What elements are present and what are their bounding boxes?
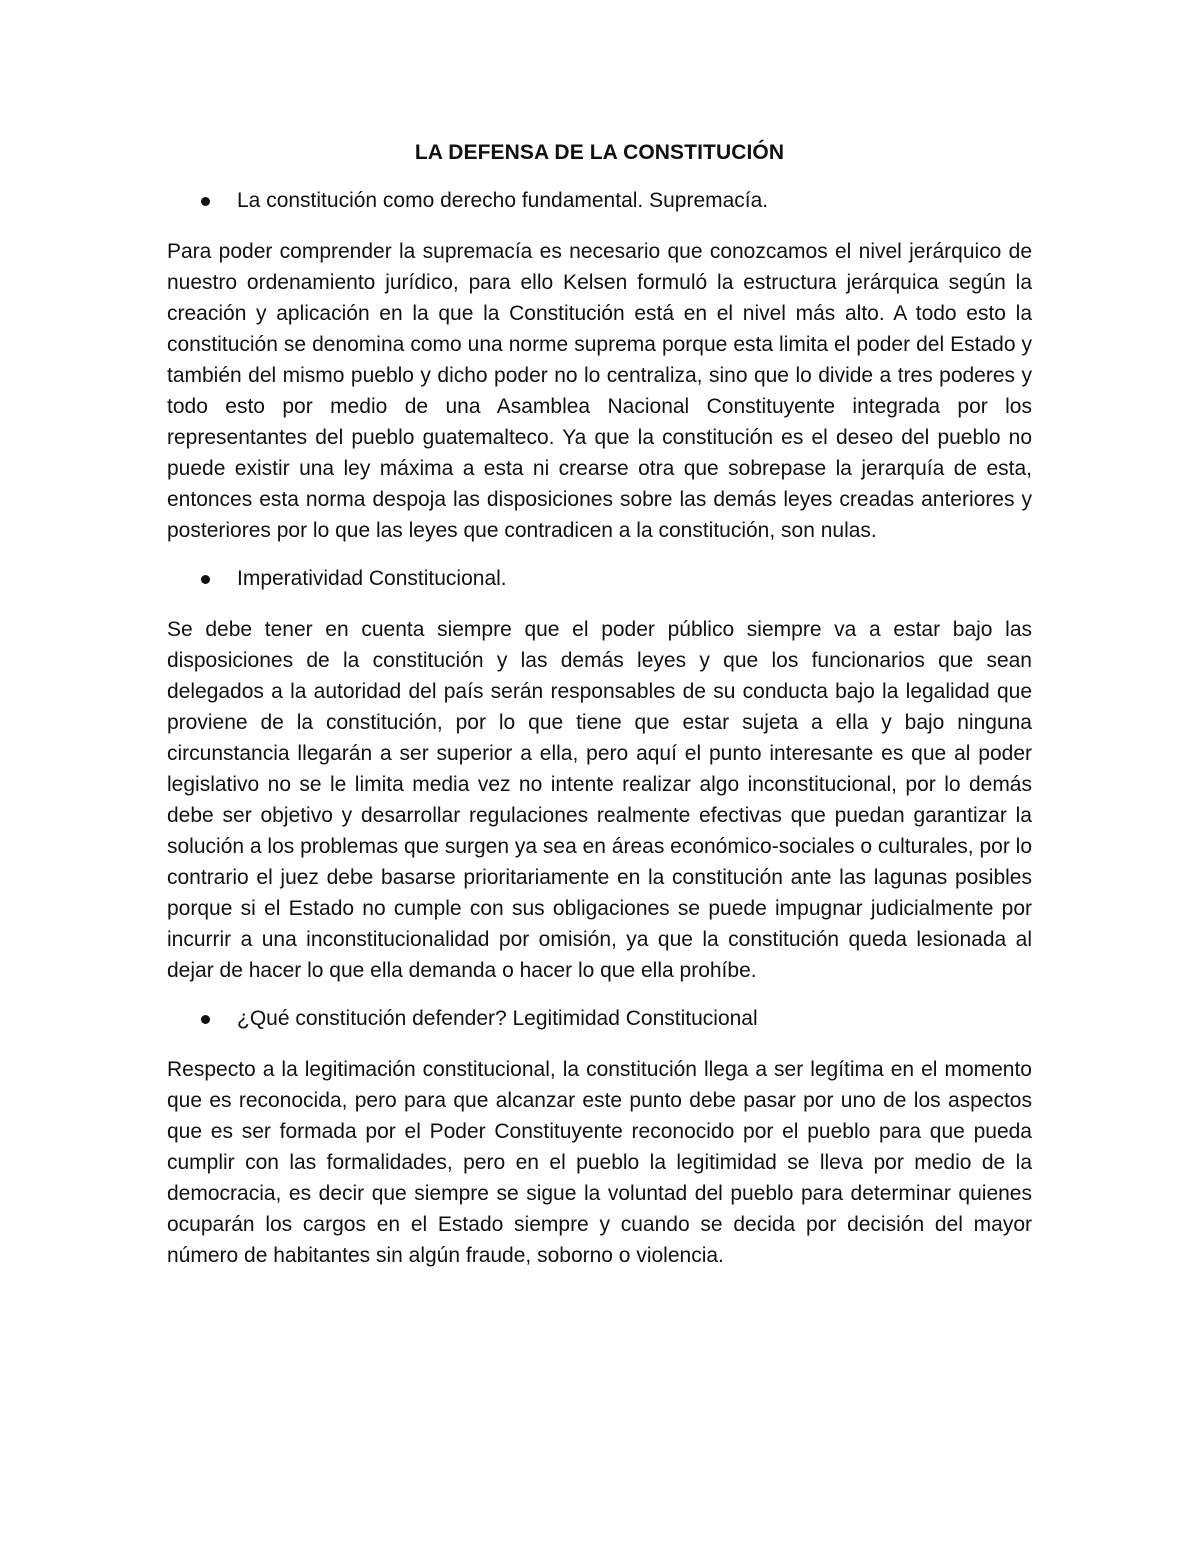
section-heading-text: Imperatividad Constitucional. xyxy=(237,567,507,590)
document-title: LA DEFENSA DE LA CONSTITUCIÓN xyxy=(414,141,785,164)
section-heading-imperatividad xyxy=(167,564,1032,594)
bullet-icon xyxy=(201,197,210,206)
bullet-icon xyxy=(201,575,210,584)
section-paragraph-imperatividad: Se debe tener en cuenta siempre que el poder público siempre va a estar bajo las disposiciones de la constitución y las demás leyes y que los funcionarios que sean delegados a la autoridad del país serán responsables de su conducta bajo la legalidad que proviene de la constitución, por lo que tiene que estar sujeta a ella y bajo ninguna circunstancia llegarán a ser superior a ella, pero aquí el punto interesante es que al poder legislativo no se le limita media vez no intente realizar algo inconstitucional, por lo demás debe ser objetivo y desarrollar regulaciones realmente efectivas que puedan garantizar la solución a los problemas que surgen ya sea en áreas económico-sociales o culturales, por lo contrario el juez debe basarse prioritariamente en la constitución ante las lagunas posibles porque si el Estado no cumple con sus obligaciones se puede impugnar judicialmente por incurrir a una inconstitucionalidad por omisión, ya que la constitución queda lesionada al dejar de hacer lo que ella demanda o hacer lo que ella prohíbe. xyxy=(167,618,1032,982)
section-paragraph-supremacia: Para poder comprender la supremacía es necesario que conozcamos el nivel jerárquico de nuestro ordenamiento jurídico, para ello Kelsen formuló la estructura jerárquica según la creación y aplicación en la que la Constitución está en el nivel más alto. A todo esto la constitución se denomina como una norme suprema porque esta limita el poder del Estado y también del mismo pueblo y dicho poder no lo centraliza, sino que lo divide a tres poderes y todo esto por medio de una Asamblea Nacional Constituyente integrada por los representantes del pueblo guatemalteco. Ya que la constitución es el deseo del pueblo no puede existir una ley máxima a esta ni crearse otra que sobrepase la jerarquía de esta, entonces esta norma despoja las disposiciones sobre las demás leyes creadas anteriores y posteriores por lo que las leyes que contradicen a la constitución, son nulas. xyxy=(167,240,1032,542)
bullet-icon xyxy=(201,1015,210,1024)
document-page xyxy=(167,138,1032,1289)
section-heading-supremacia xyxy=(167,186,1032,216)
section-heading-legitimidad xyxy=(167,1004,1032,1034)
section-heading-text: La constitución como derecho fundamental. Supremacía. xyxy=(237,189,769,212)
section-heading-text: ¿Qué constitución defender? Legitimidad Constitucional xyxy=(237,1007,758,1030)
section-paragraph-legitimidad: Respecto a la legitimación constitucional, la constitución llega a ser legítima en el momento que es reconocida, pero para que alcanzar este punto debe pasar por uno de los aspectos que es ser formada por el Poder Constituyente reconocido por el pueblo para que pueda cumplir con las formalidades, pero en el pueblo la legitimidad se lleva por medio de la democracia, es decir que siempre se sigue la voluntad del pueblo para determinar quienes ocuparán los cargos en el Estado siempre y cuando se decida por decisión del mayor número de habitantes sin algún fraude, soborno o violencia. xyxy=(167,1058,1032,1267)
